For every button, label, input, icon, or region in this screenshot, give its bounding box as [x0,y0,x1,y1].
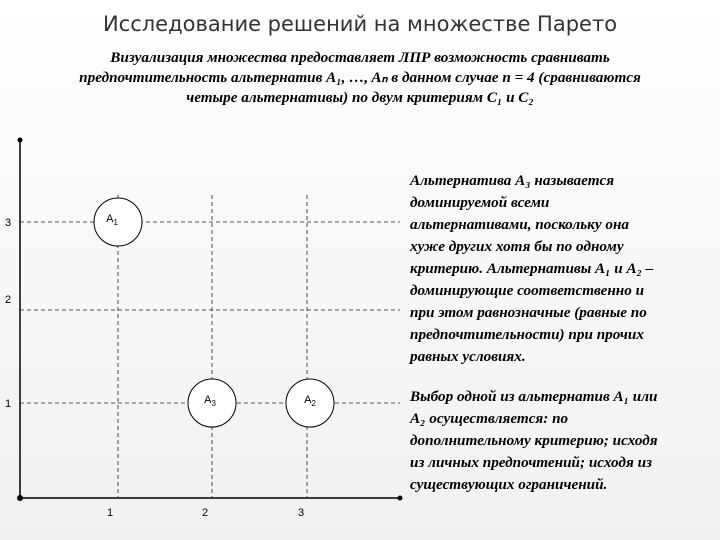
y-tick-label: 2 [4,294,12,306]
paragraph-line: существующих ограничений. [410,476,608,493]
alternative-label: $A_3$ [204,394,216,408]
choice-explanation [410,386,710,496]
paragraph-line: при этом равнозначные (равные по [410,304,647,321]
paragraph-line: Выбор одной из альтернатив A₁ или [410,388,658,405]
y-tick-label: 1 [4,398,12,410]
paragraph-line: предпочтительности) при прочих [410,326,644,343]
alternative-a1 [94,198,142,246]
paragraph-line: A₂ осуществляется: по [410,410,569,427]
x-tick-label: 2 [201,507,209,519]
y-tick-label: 3 [4,217,12,229]
alternative-label: $A_2$ [304,394,316,408]
x-tick-label: 1 [106,507,114,519]
subtitle-line: предпочтительность альтернатив A₁, …, Aₙ в данном случае n = 4 (сравниваются [79,69,641,86]
alternative-label: $A_1$ [106,213,118,227]
slide-title: Исследование решений на множестве Парето [102,12,618,36]
paragraph-line: альтернативами, поскольку она [410,216,629,233]
paragraph-line: хуже других хотя бы по одному [410,238,624,255]
paragraph-line: Альтернатива A₃ называется [410,172,615,189]
origin-dot [17,495,23,501]
grid [20,195,400,498]
paragraph-line: доминирующие соответственно и [410,282,645,299]
paragraph-line: из личных предпочтений; исходя из [410,454,652,471]
paragraph-line: равных условиях. [410,348,526,365]
x-axis-end-dot [398,496,403,501]
alternative-circle [94,198,142,246]
alternative-a2 [286,379,334,427]
paragraph-line: критерию. Альтернативы A₁ и A₂ – [410,260,654,277]
dominance-explanation [410,170,710,368]
x-tick-label: 3 [297,507,305,519]
subtitle-line: четыре альтернативы) по двум критериям C₁ и C₂ [186,89,534,106]
y-axis-top-dot [18,138,23,143]
subtitle-line: Визуализация множества предоставляет ЛПР возможность сравнивать [110,49,610,66]
alternative-a3 [188,379,236,427]
paragraph-line: доминируемой всеми [410,194,550,211]
paragraph-line: дополнительному критерию; исходя [410,432,658,449]
